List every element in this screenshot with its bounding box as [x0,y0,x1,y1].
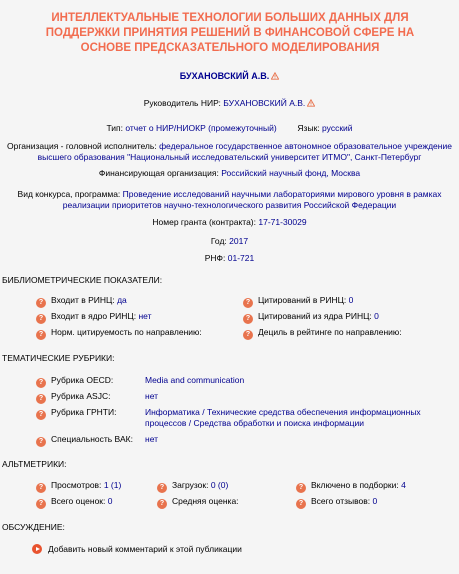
help-icon[interactable]: ? [243,298,253,308]
help-icon[interactable]: ? [157,483,167,493]
help-icon[interactable]: ? [243,330,253,340]
rubric-grnti-value-line2[interactable]: процессов / Средства обработки и поиска информации [145,418,364,428]
biblio-in-core-value: нет [138,311,152,321]
rubric-vak [36,434,133,447]
biblio-heading: БИБЛИОМЕТРИЧЕСКИЕ ПОКАЗАТЕЛИ: [2,275,163,285]
help-icon[interactable]: ? [36,330,46,340]
rubrics-heading: ТЕМАТИЧЕСКИЕ РУБРИКИ: [2,353,115,363]
organization-link-line2[interactable]: высшего образования "Национальный исследовательский университет ИТМО", Санкт-Петербург [37,152,422,162]
grant-row [0,217,459,228]
biblio-cit-core [243,311,379,324]
help-icon[interactable]: ? [36,437,46,447]
funding-label: Финансирующая организация: [98,168,219,178]
help-icon[interactable]: ? [296,483,306,493]
organization-row [0,141,459,163]
help-icon[interactable]: ? [296,499,306,509]
warning-icon [271,72,279,80]
help-icon[interactable]: ? [36,483,46,493]
biblio-in-rinc [36,295,127,308]
contest-row [0,189,459,211]
biblio-norm-cit-label: Норм. цитируемость по направлению: [51,327,202,337]
rubric-oecd-value[interactable]: Media and communication [145,375,245,385]
type-label: Тип: [106,123,123,133]
type-value: отчет о НИР/НИОКР (промежуточный) [125,123,277,133]
alt-views-label: Просмотров: [51,480,102,490]
help-icon[interactable]: ? [36,410,46,420]
rubric-asjc [36,391,110,404]
biblio-cit-rinc [243,295,353,308]
altmetrics-heading: АЛЬТМЕТРИКИ: [2,459,67,469]
help-icon[interactable]: ? [36,298,46,308]
biblio-decile [243,327,402,340]
alt-collections [296,480,406,493]
alt-collections-value: 4 [401,480,406,490]
year-label: Год: [210,236,227,246]
alt-downloads-label: Загрузок: [172,480,209,490]
rubric-grnti [36,407,116,420]
biblio-norm-cit [36,327,202,340]
rubric-oecd [36,375,113,388]
help-icon[interactable]: ? [243,314,253,324]
help-icon[interactable]: ? [36,394,46,404]
help-icon[interactable]: ? [36,378,46,388]
help-icon[interactable]: ? [36,314,46,324]
biblio-decile-label: Дециль в рейтинге по направлению: [258,327,402,337]
alt-views [36,480,121,493]
organization-label: Организация - головной исполнитель: [7,141,157,151]
funding-link[interactable]: Российский научный фонд, Москва [221,168,361,178]
year-row [0,236,459,247]
grant-value: 17-71-30029 [258,217,307,227]
rubric-vak-value: нет [145,434,159,444]
alt-reviews [296,496,377,509]
biblio-cit-rinc-label: Цитирований в РИНЦ: [258,295,347,305]
rnf-value: 01-721 [227,253,255,263]
rubric-grnti-label: Рубрика ГРНТИ: [51,407,117,417]
author-name[interactable] [0,71,459,81]
biblio-in-rinc-label: Входит в РИНЦ: [51,295,115,305]
warning-icon [307,99,315,107]
type-language-row [0,123,459,134]
biblio-cit-core-value: 0 [374,311,379,321]
rubric-grnti-value[interactable] [145,407,421,429]
add-comment-text[interactable]: Добавить новый комментарий к этой публикации [48,544,242,554]
contest-label: Вид конкурса, программа: [17,189,121,199]
alt-reviews-value: 0 [372,496,378,506]
biblio-cit-rinc-value: 0 [348,295,354,305]
contest-link-line2[interactable]: реализации приоритетов научно-технологического развития Российской Федерации [62,200,397,210]
rubric-grnti-value-line1[interactable]: Информатика / Технические средства обеспечения информационных [145,407,421,417]
alt-views-value: 1 (1) [103,480,122,490]
supervisor-row [0,98,459,109]
rubric-asjc-value: нет [145,391,159,401]
add-comment-link[interactable] [32,544,242,555]
discussion-heading: ОБСУЖДЕНИЕ: [2,522,65,532]
alt-avg-rating [157,496,239,509]
rnf-label: РНФ: [204,253,226,263]
biblio-in-core [36,311,151,324]
alt-downloads-value: 0 (0) [210,480,229,490]
rubric-oecd-label: Рубрика OECD: [51,375,114,385]
alt-ratings [36,496,113,509]
language-value: русский [322,123,353,133]
biblio-cit-core-label: Цитирований из ядра РИНЦ: [258,311,372,321]
grant-label: Номер гранта (контракта): [152,217,256,227]
alt-ratings-label: Всего оценок: [51,496,106,506]
supervisor-link[interactable]: БУХАНОВСКИЙ А.В. [223,98,306,108]
rnf-row [0,253,459,264]
play-icon[interactable] [32,544,42,554]
author-name-text[interactable]: БУХАНОВСКИЙ А.В. [179,71,270,81]
year-value: 2017 [229,236,249,246]
alt-avg-rating-label: Средняя оценка: [172,496,239,506]
rubric-vak-label: Специальность ВАК: [51,434,133,444]
alt-downloads [157,480,228,493]
help-icon[interactable]: ? [36,499,46,509]
funding-row [0,168,459,179]
alt-reviews-label: Всего отзывов: [311,496,371,506]
contest-link[interactable]: Проведение исследований научными лабораториями мирового уровня в рамках [122,189,442,199]
alt-ratings-value: 0 [107,496,113,506]
page-title: ИНТЕЛЛЕКТУАЛЬНЫЕ ТЕХНОЛОГИИ БОЛЬШИХ ДАННЫХ ДЛЯ ПОДДЕРЖКИ ПРИНЯТИЯ РЕШЕНИЙ В ФИНАНСОВОЙ СФЕРЕ НА ОСНОВЕ ПРЕДСКАЗАТЕЛЬНОГО МОДЕЛИРОВАНИЯ [45,12,415,54]
biblio-in-core-label: Входит в ядро РИНЦ: [51,311,137,321]
supervisor-label: Руководитель НИР: [143,98,221,108]
organization-link[interactable]: федеральное государственное автономное образовательное учреждение [159,141,452,151]
rubric-asjc-label: Рубрика ASJC: [51,391,111,401]
biblio-in-rinc-value: да [117,295,127,305]
language-label: Язык: [297,123,320,133]
help-icon[interactable]: ? [157,499,167,509]
alt-collections-label: Включено в подборки: [311,480,399,490]
